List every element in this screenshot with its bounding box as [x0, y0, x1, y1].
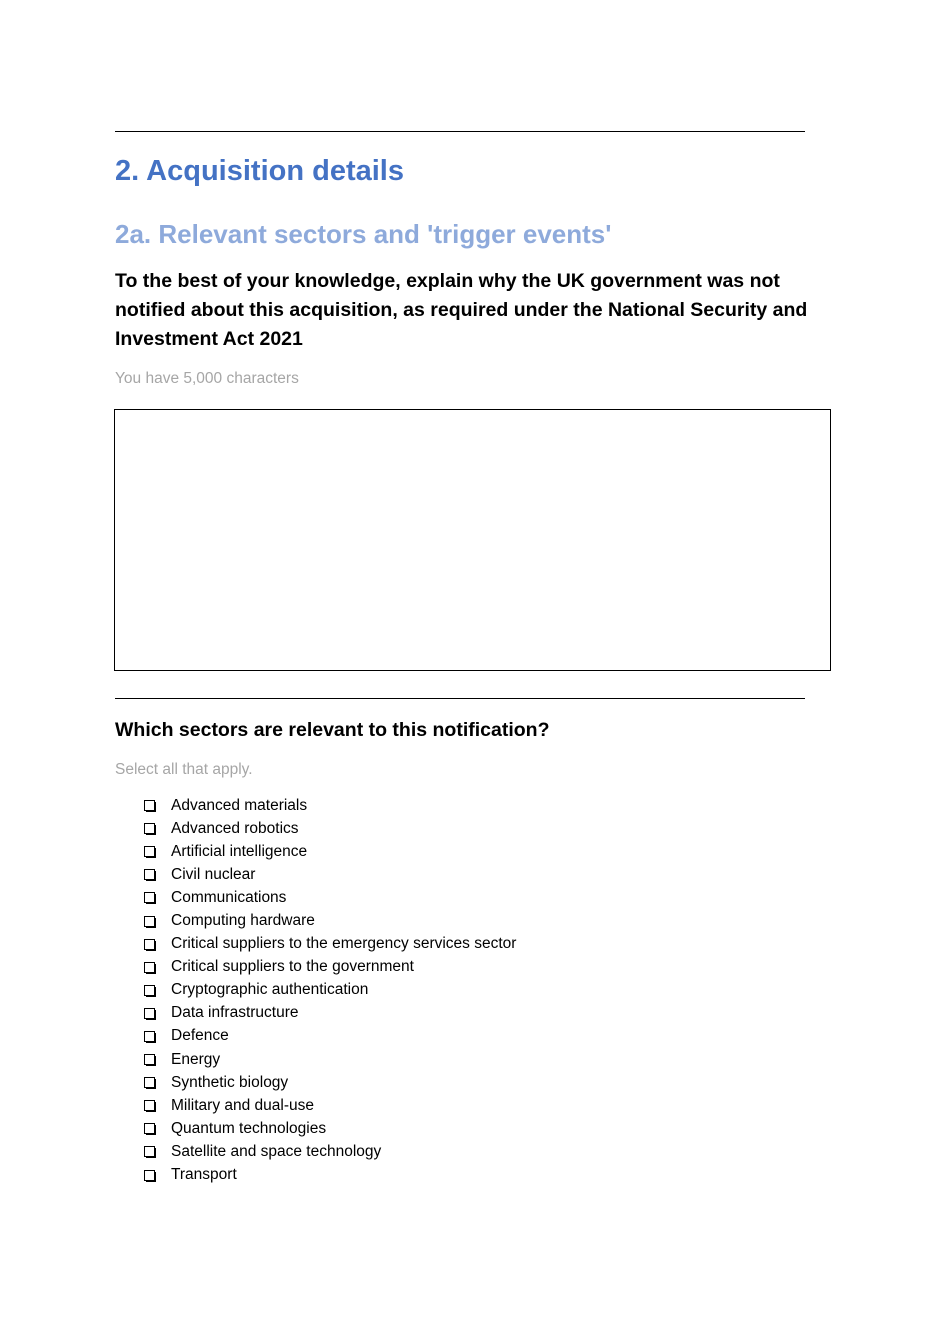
- sector-option[interactable]: [144, 863, 516, 886]
- checkbox-icon[interactable]: [144, 823, 155, 834]
- sector-checkbox-list: [144, 794, 516, 1187]
- sector-option-label: Defence: [171, 1027, 229, 1045]
- sector-option[interactable]: [144, 933, 516, 956]
- sector-option[interactable]: [144, 1025, 516, 1048]
- checkbox-icon[interactable]: [144, 985, 155, 996]
- sector-option[interactable]: [144, 817, 516, 840]
- character-limit-hint: You have 5,000 characters: [115, 370, 299, 387]
- sector-option-label: Critical suppliers to the government: [171, 958, 414, 976]
- section-divider-top: [115, 131, 805, 132]
- sector-option-label: Cryptographic authentication: [171, 981, 369, 999]
- checkbox-icon[interactable]: [144, 800, 155, 811]
- checkbox-icon[interactable]: [144, 1031, 155, 1042]
- explanation-textarea[interactable]: [114, 409, 831, 671]
- sector-option-label: Computing hardware: [171, 912, 315, 930]
- sector-option[interactable]: [144, 886, 516, 909]
- sector-option-label: Transport: [171, 1166, 237, 1184]
- sector-option-label: Advanced robotics: [171, 819, 299, 837]
- select-all-hint: Select all that apply.: [115, 761, 253, 778]
- question-why-not-notified: To the best of your knowledge, explain why the UK government was not notified about this acquisition, as required under the National Security and Investment Act 2021: [115, 270, 808, 350]
- checkbox-icon[interactable]: [144, 869, 155, 880]
- sector-option[interactable]: [144, 1164, 516, 1187]
- sector-option-label: Quantum technologies: [171, 1119, 327, 1137]
- checkbox-icon[interactable]: [144, 1077, 155, 1088]
- sector-option-label: Data infrastructure: [171, 1004, 299, 1022]
- checkbox-icon[interactable]: [144, 846, 155, 857]
- checkbox-icon[interactable]: [144, 892, 155, 903]
- sector-option[interactable]: [144, 979, 516, 1002]
- checkbox-icon[interactable]: [144, 1008, 155, 1019]
- sector-option[interactable]: [144, 1140, 516, 1163]
- question-relevant-sectors: Which sectors are relevant to this notification?: [115, 719, 550, 741]
- sector-option[interactable]: [144, 1094, 516, 1117]
- sector-option-label: Advanced materials: [171, 796, 308, 814]
- sector-option[interactable]: [144, 794, 516, 817]
- sector-option[interactable]: [144, 909, 516, 932]
- section-heading: 2. Acquisition details: [115, 155, 404, 187]
- sector-option[interactable]: [144, 1071, 516, 1094]
- sector-option-label: Energy: [171, 1050, 221, 1068]
- sector-option[interactable]: [144, 840, 516, 863]
- sector-option-label: Communications: [171, 888, 287, 906]
- sector-option[interactable]: [144, 1117, 516, 1140]
- sector-option[interactable]: [144, 1002, 516, 1025]
- subsection-heading: 2a. Relevant sectors and 'trigger events': [115, 219, 612, 249]
- section-divider-middle: [115, 698, 805, 699]
- checkbox-icon[interactable]: [144, 1123, 155, 1134]
- sector-option[interactable]: [144, 1048, 516, 1071]
- checkbox-icon[interactable]: [144, 1146, 155, 1157]
- sector-option[interactable]: [144, 956, 516, 979]
- sector-option-label: Synthetic biology: [171, 1073, 289, 1091]
- sector-option-label: Artificial intelligence: [171, 842, 308, 860]
- sector-option-label: Civil nuclear: [171, 865, 256, 883]
- checkbox-icon[interactable]: [144, 939, 155, 950]
- sector-option-label: Military and dual-use: [171, 1096, 315, 1114]
- sector-option-label: Critical suppliers to the emergency services sector: [171, 935, 517, 953]
- sector-option-label: Satellite and space technology: [171, 1142, 382, 1160]
- checkbox-icon[interactable]: [144, 1054, 155, 1065]
- checkbox-icon[interactable]: [144, 1100, 155, 1111]
- checkbox-icon[interactable]: [144, 1170, 155, 1181]
- checkbox-icon[interactable]: [144, 962, 155, 973]
- checkbox-icon[interactable]: [144, 916, 155, 927]
